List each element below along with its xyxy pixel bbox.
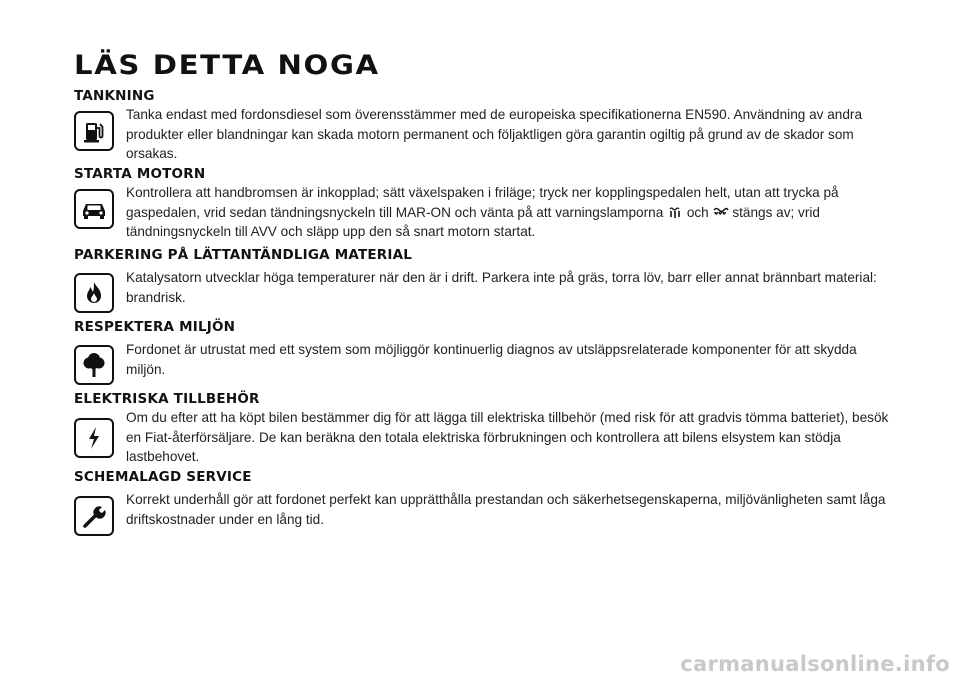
page-title: LÄS DETTA NOGA: [74, 50, 380, 81]
section-environment: [74, 319, 894, 385]
section-heading: TANKNING: [74, 88, 155, 104]
section-text: [126, 183, 894, 242]
section-heading: SCHEMALAGD SERVICE: [74, 469, 252, 485]
section-heading: PARKERING PÅ LÄTTANTÄNDLIGA MATERIAL: [74, 247, 413, 263]
section-parking: [74, 247, 894, 313]
fuel-pump-icon: [74, 111, 114, 151]
section-text: Om du efter att ha köpt bilen bestämmer dig för att lägga till elektriska tillbehör (med risk för att gradvis tömma batteriet), besök en Fiat-återförsäljare. De kan beräkna den totala elektriska förbrukningen och kontrollera att bilens elsystem kan stödja lastbehovet.: [126, 410, 889, 464]
section-text: Katalysatorn utvecklar höga temperaturer när den är i drift. Parkera inte på gräs, torra löv, barr eller annat brännbart material: brandrisk.: [126, 270, 877, 305]
tree-icon: [74, 345, 114, 385]
glow-plug-coils-icon: [713, 206, 729, 220]
section-electrical: [74, 391, 894, 467]
watermark: carmanualsonline.info: [680, 652, 950, 676]
section-text-part: och: [686, 204, 709, 220]
section-text: Tanka endast med fordonsdiesel som överensstämmer med de europeiska specifikationerna EN590. Användning av andra produkter eller blandningar kan skada motorn permanent och följaktligen göra garantin ogiltig på grund av de skador som orsakas.: [126, 107, 862, 161]
lightning-icon: [74, 418, 114, 458]
section-start-engine: [74, 166, 894, 242]
section-text: Fordonet är utrustat med ett system som möjliggör kontinuerlig diagnos av utsläppsrelaterade komponenter för att skydda miljön.: [126, 342, 857, 377]
section-heading: RESPEKTERA MILJÖN: [74, 319, 236, 335]
section-service: [74, 469, 894, 536]
section-text: Korrekt underhåll gör att fordonet perfekt kan upprätthålla prestandan och säkerhetsegenskaperna, miljövänligheten samt låga driftskostnader under en lång tid.: [126, 492, 886, 527]
glow-plug-warning-icon: [667, 206, 683, 220]
section-heading: ELEKTRISKA TILLBEHÖR: [74, 391, 260, 407]
car-icon: [74, 189, 114, 229]
section-heading: STARTA MOTORN: [74, 166, 206, 182]
section-text-part: stängs av; vrid tändningsnyckeln till AVV och släpp upp den så snart motorn startat.: [126, 204, 820, 239]
section-refuelling: [74, 88, 894, 164]
flame-icon: [74, 273, 114, 313]
wrench-icon: [74, 496, 114, 536]
section-text-part: Kontrollera att handbromsen är inkopplad; sätt växelspaken i friläge; tryck ner kopplingspedalen helt, utan att trycka på gaspedalen, vrid sedan tändningsnyckeln till MAR-ON och vänta på att varningslamporna: [126, 185, 839, 220]
